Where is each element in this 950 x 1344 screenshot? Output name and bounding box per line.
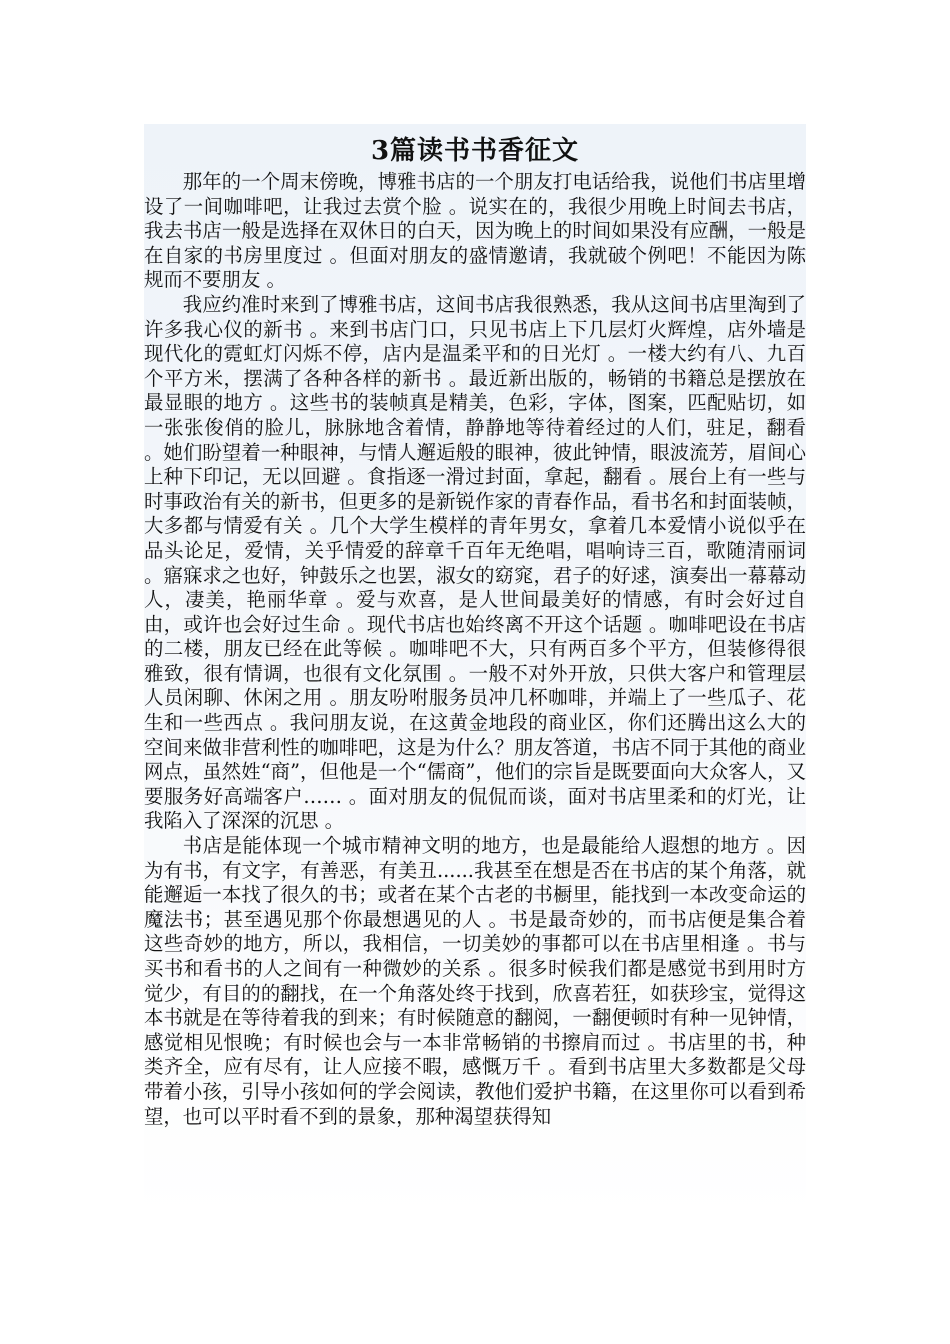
paragraph-2: 我应约准时来到了博雅书店，这间书店我很熟悉，我从这间书店里淘到了许多我心仪的新书 。来到书店门口，只见书店上下几层灯火辉煌，店外墙是现代化的霓虹灯闪烁不停，店内是温柔平和的日光灯 。一楼大约有八、九百个平方米，摆满了各种各样的新书 。最近新出版的，畅销的书籍总是摆放在最显眼的地方 。这些书的装帧真是精美，色彩，字体，图案，匹配贴切，如一张张俊俏的脸儿，脉脉地含着情，静静地等待着经过的人们，驻足，翻看 。她们盼望着一种眼神，与情人邂逅般的眼神，彼此钟情，眼波流芳，眉间心上种下印记，无以回避 。食指逐一滑过封面，拿起，翻看 。展台上有一些与时事政治有关的新书，但更多的是新锐作家的青春作品，看书名和封面装帧，大多都与情爱有关 。几个大学生模样的青年男女，拿着几本爱情小说似乎在品头论足，爱情，关乎情爱的辞章千百年无绝唱，唱响诗三百，歌随清丽词 。寤寐求之也好，钟鼓乐之也罢，淑女的窈窕，君子的好逑，演奏出一幕幕动人，凄美，艳丽华章 。爱与欢喜，是人世间最美好的情感，有时会好过自由，或许也会好过生命 。现代书店也始终离不开这个话题 。咖啡吧设在书店的二楼，朋友已经在此等候 。咖啡吧不大，只有两百多个平方，但装修得很雅致，很有情调，也很有文化氛围 。一般不对外开放，只供大客户和管理层人员闲聊、休闲之用 。朋友吩咐服务员冲几杯咖啡，并端上了一些瓜子、花生和一些西点 。我问朋友说，在这黄金地段的商业区，你们还腾出这么大的空间来做非营利性的咖啡吧，这是为什么？朋友答道，书店不同于其他的商业网点，虽然姓“商”，但他是一个“儒商”，他们的宗旨是既要面向大众客人，又要服务好高端客户…… 。面对朋友的侃侃而谈，面对书店里柔和的灯光，让我陷入了深深的沉思 。: [144, 292, 806, 833]
paragraph-3: 书店是能体现一个城市精神文明的地方，也是最能给人遐想的地方 。因为有书，有文字，有善恶，有美丑......我甚至在想是否在书店的某个角落，就能邂逅一本找了很久的书；或者在某个古老的书橱里，能找到一本改变命运的魔法书；甚至遇见那个你最想遇见的人 。书是最奇妙的，而书店便是集合着这些奇妙的地方，所以，我相信，一切美妙的事都可以在书店里相逢 。书与买书和看书的人之间有一种微妙的关系 。很多时候我们都是感觉书到用时方觉少，有目的的翻找，在一个角落处终于找到，欣喜若狂，如获珍宝，觉得这本书就是在等待着我的到来；有时候随意的翻阅，一翻便顿时有种一见钟情，感觉相见恨晚；有时候也会与一本非常畅销的书擦肩而过 。书店里的书，种类齐全，应有尽有，让人应接不暇，感慨万千 。看到书店里大多数都是父母带着小孩，引导小孩如何的学会阅读，教他们爱护书籍，在这里你可以看到希望，也可以平时看不到的景象，那种渴望获得知: [144, 834, 806, 1128]
document-title: 3篇读书书香征文: [370, 136, 580, 166]
document-body: [144, 124, 806, 1220]
paragraph-1: 那年的一个周末傍晚，博雅书店的一个朋友打电话给我，说他们书店里增设了一间咖啡吧，让我过去赏个脸 。说实在的，我很少用晚上时间去书店，我去书店一般是选择在双休日的白天，因为晚上的时间如果没有应酬，一般是在自家的书房里度过 。但面对朋友的盛情邀请，我就破个例吧！不能因为陈规而不要朋友 。: [144, 170, 806, 292]
